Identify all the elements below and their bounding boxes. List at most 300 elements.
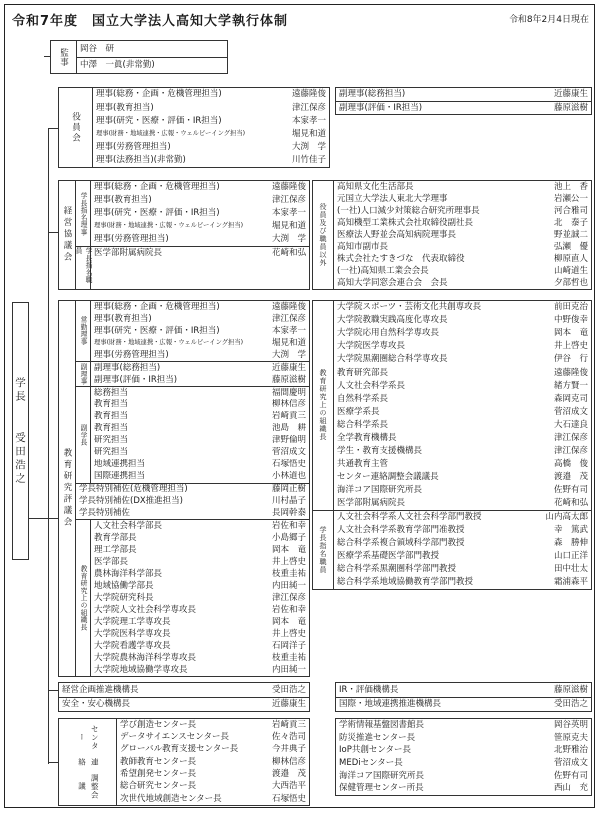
org-row-title: 医学部附属病院長: [94, 248, 163, 259]
org-row: [334, 277, 591, 289]
named-staff-label: 学長指名職員: [76, 247, 91, 289]
external-members-box: [312, 180, 592, 290]
org-row-name: 藤岡正樹: [271, 484, 306, 495]
org-row-title: 学び創造センター長: [120, 719, 197, 730]
org-row-title: 共通教育主管: [337, 458, 389, 469]
org-row-name: 津江保彦: [271, 592, 306, 603]
org-row: [334, 193, 591, 205]
org-row-name: 遠藤隆俊: [271, 182, 306, 193]
org-row: [336, 744, 591, 757]
org-row: [334, 497, 591, 510]
org-row: [336, 782, 591, 795]
org-row: [91, 628, 309, 640]
org-row-title: 医学部長: [94, 557, 129, 568]
org-row: [334, 181, 591, 193]
connector-line: [49, 690, 58, 691]
org-row-title: 人文社会科学系人文社会科学部門教授: [337, 512, 482, 522]
org-row: [334, 217, 591, 229]
org-row-title: 理事(研究・医療・評価・IR担当): [94, 208, 220, 219]
org-row-title: IR・評価機構長: [339, 684, 399, 695]
org-row: [91, 325, 309, 337]
org-row: [334, 353, 591, 366]
center-council-box: [58, 718, 310, 806]
org-row-name: 柳林信彦: [271, 399, 306, 410]
org-row: [334, 253, 591, 265]
org-row-name: 佐野有司: [553, 484, 588, 495]
org-row-name: 河合雅司: [553, 205, 588, 216]
org-row: [91, 411, 309, 423]
org-row: [93, 114, 329, 127]
org-row-title: 理事(財務・地域連携・広報・ウェルビーイング担当): [96, 129, 246, 137]
org-row-name: 石岡洋子: [271, 640, 306, 651]
org-row-name: 内田純一: [271, 664, 306, 675]
connector-trunk-line: [48, 128, 49, 764]
org-row-name: 岡谷英明: [553, 720, 588, 731]
org-row-name: 弘瀬 優: [553, 241, 588, 252]
edu-research-council-label: 教育研究評議会: [59, 301, 76, 676]
org-row: [117, 744, 309, 756]
org-row-title: 元国立大学法人東北大学理事: [337, 193, 448, 204]
org-row-title: 株式会社たすきづな 代表取締役: [337, 253, 465, 264]
org-row-name: 遠藤隆俊: [553, 367, 588, 378]
president-title: 学長: [14, 376, 26, 404]
org-row-title: 理事(財務・地域連携・広報・ウェルビーイング担当): [94, 222, 244, 230]
org-row-name: 山口正洋: [553, 551, 588, 562]
org-row-name: 森 勝伸: [553, 538, 588, 549]
org-row-name: 本家孝一: [271, 208, 306, 219]
org-row: [334, 458, 591, 471]
org-row-title: 副理事(総務担当): [339, 89, 406, 99]
org-row-name: 前田克治: [553, 302, 588, 313]
org-row: [334, 366, 591, 379]
org-row-name: 渡邉 茂: [553, 471, 588, 482]
org-row: [91, 532, 309, 544]
org-row-title: (一社)人口減少対策総合研究所理事長: [337, 205, 480, 216]
org-row: [91, 592, 309, 604]
org-row-title: 教育担当: [94, 411, 129, 422]
org-row: [93, 154, 329, 167]
org-row-title: 高知市副市長: [337, 241, 389, 252]
org-row-title: 中澤 一眞(非常勤): [80, 60, 155, 70]
org-row-name: 井上啓史: [271, 557, 306, 568]
center-council-label: [59, 719, 117, 805]
connector-line: [49, 762, 58, 763]
vice-directors-rows2: [91, 362, 309, 386]
org-row: [334, 340, 591, 353]
planning-orgs-rows: [59, 683, 309, 711]
org-row: [91, 447, 309, 459]
org-row-title: 大学院看護学専攻長: [94, 640, 171, 651]
org-row-name: 北野雅治: [553, 745, 588, 756]
org-row-title: MEDiセンター長: [339, 758, 403, 769]
org-row: [91, 181, 309, 194]
org-row-title: 副理事(総務担当): [94, 362, 161, 373]
org-row-title: 学術情報基盤図書館長: [339, 720, 425, 731]
centers-right-box: [335, 718, 592, 796]
org-row: [334, 471, 591, 484]
org-row-title: 高知大学同窓会連合会 会長: [337, 277, 448, 288]
org-row-title: 総合科学系地域協働教育学部門教授: [337, 577, 474, 588]
org-heads-label: 教育研究上の組織長: [76, 520, 91, 676]
org-row-title: 医学部附属病院長: [337, 497, 406, 508]
org-row-title: 国際・地域連携推進機構長: [339, 699, 442, 709]
org-row-name: 花崎和弘: [271, 248, 306, 259]
org-row-title: 理事(教育担当): [94, 195, 152, 206]
org-row-title: 学長特別補佐: [79, 508, 131, 519]
org-row-title: 理事(労務管理担当): [94, 234, 169, 245]
president-box: [12, 302, 29, 560]
org-row: [91, 362, 309, 374]
org-row: [334, 563, 591, 576]
org-row-name: 菅沼成文: [553, 758, 588, 769]
org-row-name: 津野倫明: [271, 435, 306, 446]
org-row-name: 田中壮太: [553, 564, 588, 575]
org-row: [117, 731, 309, 743]
external-members-label: 役員及び職員以外: [313, 181, 334, 289]
org-row-title: 教育担当: [94, 423, 129, 434]
org-row-name: 柳原直人: [553, 253, 588, 264]
management-council-box: [58, 180, 310, 290]
org-row-name: 山崎道生: [553, 265, 588, 276]
planning-orgs-box: [58, 682, 310, 712]
org-row-name: 津江保彦: [553, 432, 588, 443]
org-row-title: 総合科学系長: [337, 419, 389, 430]
org-row-name: 受田浩之: [553, 699, 588, 709]
org-row: [91, 471, 309, 483]
org-row-name: 岡本 竜: [271, 545, 306, 556]
org-row: [334, 301, 591, 314]
org-row: [91, 616, 309, 628]
org-row: [76, 507, 309, 519]
org-row: [117, 768, 309, 780]
org-row-name: 福間慶明: [271, 387, 306, 398]
org-row: [336, 101, 591, 115]
org-row-title: 経営企画推進機構長: [62, 684, 139, 695]
org-row: [336, 732, 591, 745]
org-row-name: 小林道也: [271, 471, 306, 482]
org-row-name: 佐々浩司: [271, 732, 306, 743]
org-row-name: 大渕 学: [291, 142, 326, 153]
org-row-title: 大学院応用自然科学専攻長: [337, 328, 440, 339]
org-row-title: 理事(労務管理担当): [94, 349, 169, 360]
org-row-title: 理工学部長: [94, 545, 137, 556]
org-row-title: 大学院理工学専攻長: [94, 616, 171, 627]
org-row: [336, 88, 591, 101]
org-row-title: 理事(教育担当): [96, 102, 154, 113]
org-row: [91, 520, 309, 532]
org-row-name: 藤原滋樹: [553, 684, 588, 695]
fulltime-directors-rows: [91, 301, 309, 361]
board-box: [58, 87, 330, 168]
org-row: [336, 683, 591, 697]
org-row-name: 藤原滋樹: [553, 102, 588, 113]
org-row-title: 医療学系長: [337, 406, 380, 417]
org-row-name: 枝重圭祐: [271, 652, 306, 663]
org-row: [334, 265, 591, 277]
org-row-name: 堀見和道: [271, 337, 306, 348]
org-row: [91, 544, 309, 556]
org-row-name: 井上啓史: [553, 341, 588, 352]
org-row-name: 山内高太郎: [545, 512, 588, 522]
org-row: [334, 576, 591, 589]
org-row: [59, 683, 309, 697]
org-row-title: 総合研究センター長: [120, 781, 197, 792]
org-row-name: 渡邉 茂: [271, 769, 306, 780]
org-row-name: 受田浩之: [271, 684, 306, 695]
special-aides-section: [76, 483, 309, 520]
org-row-title: 理事(法務担当)(非常勤): [96, 155, 186, 166]
org-row-name: 岩瀬公一: [553, 193, 588, 204]
org-row-title: 理事(研究・医療・評価・IR担当): [94, 325, 220, 336]
org-row: [91, 233, 309, 246]
org-row: [76, 484, 309, 496]
as-of-date: 令和8年2月4日現在: [508, 15, 589, 25]
org-row-name: 津江保彦: [271, 195, 306, 206]
org-row: [334, 327, 591, 340]
org-row: [336, 719, 591, 732]
org-row-title: 大学院スポーツ・芸術文化共創専攻長: [337, 302, 482, 313]
org-row-name: 菅沼成文: [553, 406, 588, 417]
org-row-title: 大学院研究科長: [94, 592, 154, 603]
external-members-rows: [334, 181, 591, 289]
org-row: [336, 770, 591, 783]
edu-research-council-right-box: [312, 300, 592, 590]
ir-orgs-box: [335, 682, 592, 712]
org-row-title: 教育研究部長: [337, 367, 389, 378]
center-council-rows: [117, 719, 309, 805]
org-row-name: 内田純一: [271, 581, 306, 591]
org-row: [91, 435, 309, 447]
org-row-name: 津江保彦: [291, 102, 326, 113]
org-row-name: 本家孝一: [291, 115, 326, 126]
org-row: [77, 41, 227, 57]
org-row: [334, 431, 591, 444]
org-row: [91, 387, 309, 399]
org-row-title: 学生・教育支援機構長: [337, 445, 423, 456]
org-row: [91, 580, 309, 592]
org-row-name: 長岡幹泰: [271, 508, 306, 519]
org-row-title: 自然科学系長: [337, 393, 389, 404]
org-row: [93, 88, 329, 101]
org-row-name: 藤原滋樹: [271, 374, 306, 385]
org-row-title: 教師教育センター長: [120, 756, 197, 767]
org-row: [334, 379, 591, 392]
org-row-title: 海洋コア国際研究所長: [339, 770, 425, 781]
org-row-name: 柳林信彦: [271, 756, 306, 767]
org-row-name: 近藤康生: [553, 89, 588, 99]
named-staff-rows: [91, 247, 309, 289]
org-row: [336, 697, 591, 712]
named-staff-right-label: 学長指名職員: [313, 511, 334, 589]
vice-presidents-rows: [91, 387, 309, 483]
org-row-title: 副理事(評価・IR担当): [94, 374, 178, 385]
org-row-name: 岩崎貢三: [271, 411, 306, 422]
center-council-label-col3: 調整会議: [77, 773, 100, 800]
org-row-title: 学長特別補佐(DX推進担当): [79, 496, 184, 507]
org-row-name: 伊谷 行: [553, 354, 588, 365]
org-row-title: 海洋コア国際研究所長: [337, 484, 423, 495]
org-row: [334, 241, 591, 253]
org-row: [91, 337, 309, 349]
org-row-title: 大学院医学専攻長: [337, 341, 406, 352]
org-row: [93, 101, 329, 114]
org-row-name: 岡本 竜: [553, 328, 588, 339]
org-row-name: 花崎和弘: [553, 497, 588, 508]
fulltime-directors-section: [76, 301, 309, 361]
org-row-name: 幸 篤武: [553, 525, 588, 536]
org-row-name: 中野俊幸: [553, 315, 588, 326]
org-row-title: 医療法人野並会高知病院理事長: [337, 229, 457, 240]
org-row: [117, 756, 309, 768]
org-row-title: 希望創発センター長: [120, 769, 197, 780]
connector-line: [49, 232, 58, 233]
org-row-title: 岡谷 研: [80, 43, 115, 54]
org-row: [91, 247, 309, 260]
org-row: [93, 128, 329, 141]
org-row-title: 副理事(評価・IR担当): [339, 102, 423, 113]
org-row: [334, 524, 591, 537]
org-heads-right-label: 教育研究上の組織長: [313, 301, 334, 510]
org-row-title: 総務担当: [94, 387, 129, 398]
org-row-title: センター連絡調整会議議長: [337, 471, 439, 482]
org-row-title: 大学院農林海洋科学専攻長: [94, 652, 197, 663]
org-row: [91, 374, 309, 386]
president-name: 受田浩之: [14, 431, 26, 486]
org-row-title: 理事(総務・企画・危機管理担当): [94, 182, 220, 193]
org-row: [334, 405, 591, 418]
org-row-name: 高橋 俊: [553, 458, 588, 469]
org-row-name: 遠藤隆俊: [271, 301, 306, 312]
org-row-name: 津江保彦: [553, 445, 588, 456]
center-council-label-col1: センター: [77, 724, 100, 751]
org-row-name: 菅沼成文: [271, 447, 306, 458]
org-row: [91, 568, 309, 580]
org-row-name: 夕部哲也: [553, 277, 588, 288]
org-row: [91, 459, 309, 471]
org-row-title: 国際連携担当: [94, 471, 146, 482]
board-rows: [93, 88, 329, 167]
org-row: [91, 207, 309, 220]
auditors-label: 監事: [51, 41, 77, 73]
management-council-label: 経営協議会: [59, 181, 76, 289]
org-row-name: 池島 耕: [271, 423, 306, 434]
org-row: [334, 537, 591, 550]
org-row-title: 医療学系基礎医学部門教授: [337, 551, 440, 562]
org-row-name: 近藤康生: [271, 362, 306, 373]
org-row-title: 理事(教育担当): [94, 313, 152, 324]
vice-presidents-section: [76, 386, 309, 483]
org-row-name: 佐野有司: [553, 770, 588, 781]
org-row-name: 西山 充: [553, 783, 588, 794]
org-row-title: 高知県文化生活部長: [337, 181, 414, 192]
org-row-name: 笹原克夫: [553, 732, 588, 743]
org-row: [91, 640, 309, 652]
org-row-name: 岡本 竜: [271, 616, 306, 627]
org-row-title: 大学院人文社会科学専攻長: [94, 604, 197, 615]
org-row-name: 岩佐和幸: [271, 521, 306, 532]
org-row-title: 総合科学系複合領域科学部門教授: [337, 538, 465, 549]
org-row: [117, 793, 309, 805]
org-row: [334, 550, 591, 563]
vice-directors-label: 副理事: [76, 362, 91, 386]
org-row: [91, 349, 309, 361]
org-heads-right-rows: [334, 301, 591, 510]
org-row-name: 緒方賢一: [553, 380, 588, 391]
connector-line: [49, 128, 58, 129]
org-row-name: 今井典子: [271, 744, 306, 755]
org-row-title: 理事(労務管理担当): [96, 142, 171, 153]
named-directors-label: 学長指名理事: [76, 181, 91, 246]
org-row-name: 石塚悟史: [271, 459, 306, 470]
org-row-title: 農林海洋科学部長: [94, 569, 163, 580]
org-row-title: 理事(総務・企画・危機管理担当): [94, 301, 220, 312]
org-row: [76, 495, 309, 507]
org-row-name: 大渕 学: [271, 234, 306, 245]
org-row: [334, 445, 591, 458]
auditors-box: [50, 40, 228, 74]
org-row-title: 教育担当: [94, 399, 129, 410]
org-row: [334, 484, 591, 497]
center-council-label-col2: 連絡: [77, 757, 100, 767]
org-row-title: データサイエンスセンター長: [120, 732, 229, 743]
org-row: [334, 314, 591, 327]
org-row: [91, 556, 309, 568]
org-row-title: 全学教育機構長: [337, 432, 397, 443]
org-row-title: IoP共創センター長: [339, 745, 411, 756]
president-label: [13, 377, 28, 486]
org-row: [91, 399, 309, 411]
org-row-name: 川村晶子: [271, 496, 306, 507]
org-row: [91, 301, 309, 313]
org-row: [334, 229, 591, 241]
org-row-name: 霜浦森平: [553, 577, 588, 588]
connector-line: [29, 518, 58, 519]
org-row: [334, 418, 591, 431]
org-row-title: 教育学部長: [94, 533, 137, 544]
org-row-title: 次世代地域創造センター長: [120, 793, 222, 804]
fulltime-directors-label: 常勤理事: [76, 301, 91, 361]
org-row: [91, 664, 309, 676]
centers-right-rows: [336, 719, 591, 795]
named-staff-right-section: [313, 510, 591, 589]
org-row-name: 井上啓史: [271, 628, 306, 639]
org-row-title: 人文社会科学系長: [337, 380, 406, 391]
vice-directors-section: [76, 361, 309, 386]
edu-research-council-box: [58, 300, 310, 677]
org-row-name: 大西浩平: [271, 781, 306, 792]
org-row-title: 理事(総務・企画・危機管理担当): [96, 89, 222, 100]
ir-orgs-rows: [336, 683, 591, 711]
named-staff-section: [76, 246, 309, 289]
org-row-title: 大学院地域協働学専攻長: [94, 664, 188, 675]
org-row-title: 保健管理センター所長: [339, 783, 424, 794]
org-row-name: 森岡克司: [553, 393, 588, 404]
page-title: 令和7年度 国立大学法人高知大学執行体制: [12, 14, 289, 29]
org-row-name: 大渕 学: [271, 349, 306, 360]
org-row-title: 大学院医科学専攻長: [94, 628, 171, 639]
org-row-title: 地域連携担当: [94, 459, 146, 470]
board-label: 役員会: [59, 88, 93, 167]
named-directors-section: [76, 181, 309, 246]
org-row-title: 大学院黒潮圏総合科学専攻長: [337, 354, 448, 365]
org-heads-right-section: [313, 301, 591, 510]
named-directors-rows: [91, 181, 309, 246]
org-row-name: 池上 香: [553, 181, 588, 192]
org-row-title: 理事(研究・医療・評価・IR担当): [96, 115, 222, 126]
org-row-title: 大学院教職実践高度化専攻長: [337, 315, 448, 326]
org-row: [91, 220, 309, 233]
org-row-title: 学長特別補佐(危機管理担当): [79, 484, 188, 495]
